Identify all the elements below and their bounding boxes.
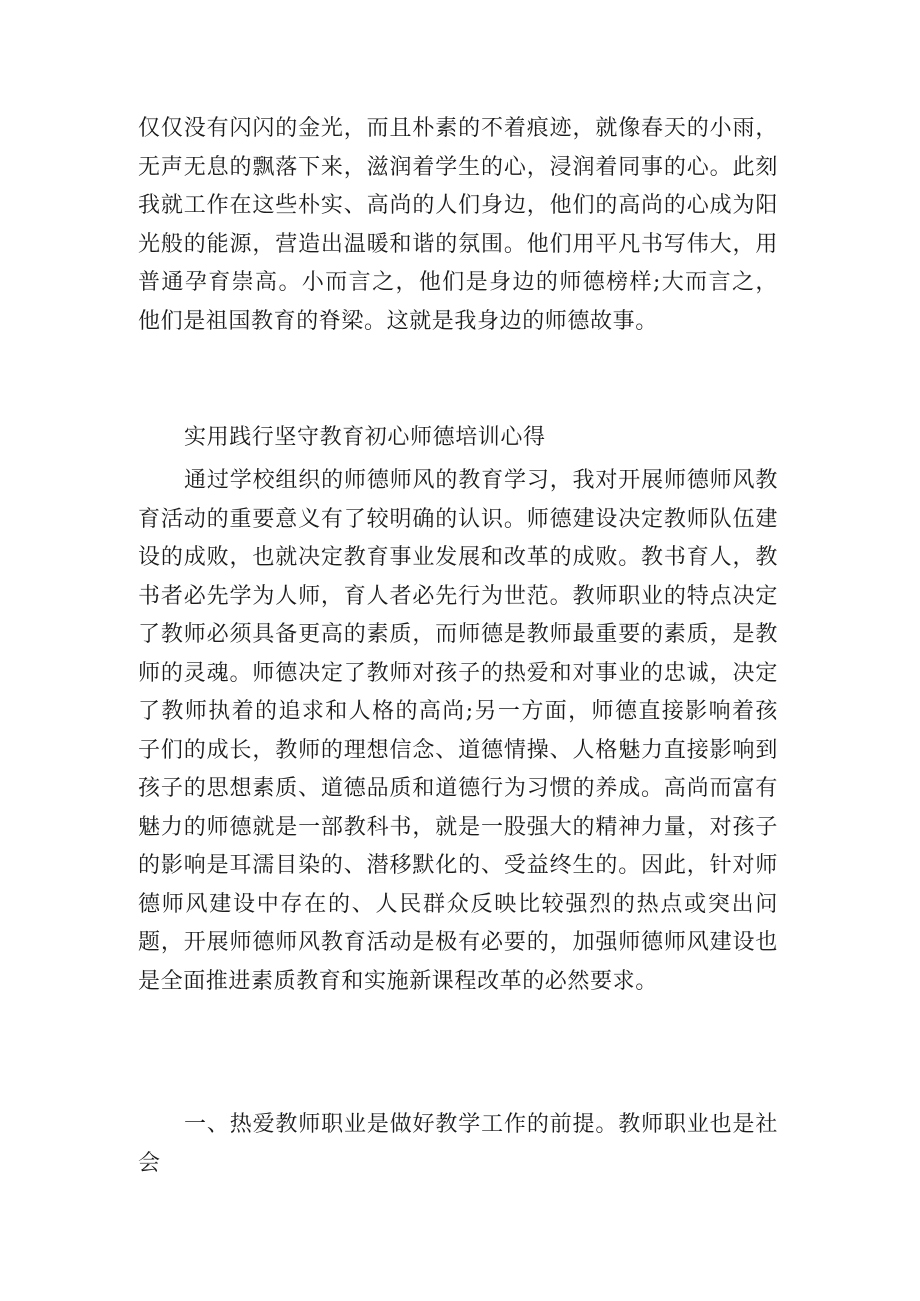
section-title: 实用践行坚守教育初心师德培训心得 xyxy=(184,425,546,450)
paragraph-point-one: 一、热爱教师职业是做好教学工作的前提。教师职业也是社会 xyxy=(138,1112,778,1176)
paragraph-continuation: 仅仅没有闪闪的金光，而且朴素的不着痕迹，就像春天的小雨，无声无息的飘落下来，滋润着学生的心，浸润着同事的心。此刻我就工作在这些朴实、高尚的人们身边，他们的高尚的心成为阳光般的能源，营造出温暖和谐的氛围。他们用平凡书写伟大，用普通孕育崇高。小而言之，他们是身边的师德榜样;大而言之，他们是祖国教育的脊梁。这就是我身边的师德故事。 xyxy=(138,116,778,334)
paragraph-intro: 通过学校组织的师德师风的教育学习，我对开展师德师风教育活动的重要意义有了较明确的认识。师德建设决定教师队伍建设的成败，也就决定教育事业发展和改革的成败。教书育人，教书者必先学为人师，育人者必先行为世范。教师职业的特点决定了教师必须具备更高的素质，而师德是教师最重要的素质，是教师的灵魂。师德决定了教师对孩子的热爱和对事业的忠诚，决定了教师执着的追求和人格的高尚;另一方面，师德直接影响着孩子们的成长，教师的理想信念、道德情操、人格魅力直接影响到孩子的思想素质、道德品质和道德行为习惯的养成。高尚而富有魅力的师德就是一部教科书，就是一股强大的精神力量，对孩子的影响是耳濡目染的、潜移默化的、受益终生的。因此，针对师德师风建设中存在的、人民群众反映比较强烈的热点或突出问题，开展师德师风教育活动是极有必要的，加强师德师风建设也是全面推进素质教育和实施新课程改革的必然要求。 xyxy=(138,468,778,994)
